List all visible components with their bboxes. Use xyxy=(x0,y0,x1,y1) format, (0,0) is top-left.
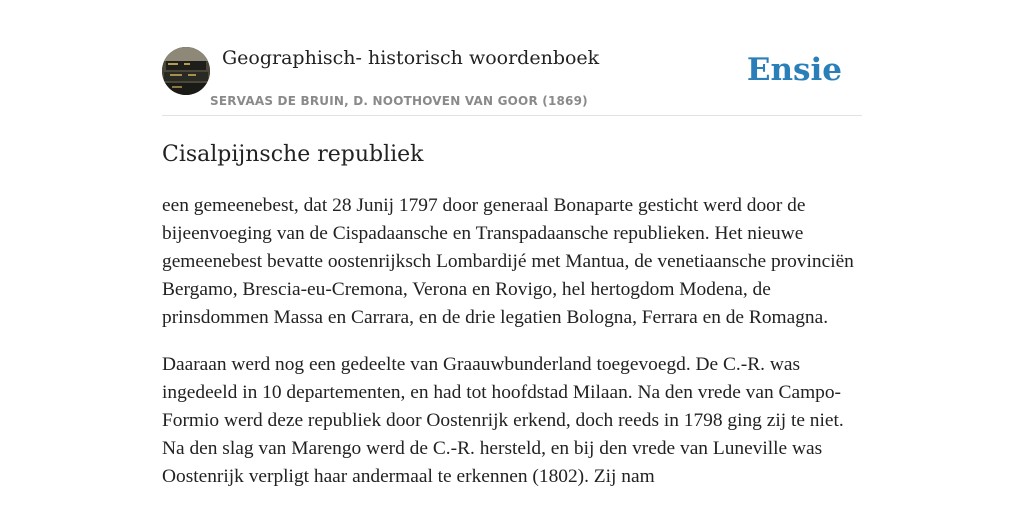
book-cover-icon[interactable] xyxy=(162,47,210,95)
brand-logo[interactable]: Ensie xyxy=(746,52,842,88)
book-authors: SERVAAS DE BRUIN, D. NOOTHOVEN VAN GOOR (1869) xyxy=(210,94,588,108)
book-stack-image xyxy=(162,47,210,95)
book-title[interactable]: Geographisch- historisch woordenboek xyxy=(222,47,600,69)
article-paragraph-1: een gemeenebest, dat 28 Junij 1797 door generaal Bonaparte gesticht werd door de bijeenvoeging van de Cispadaansche en Transpadaansche republieken. Het nieuwe gemeenebest bevatte oostenrijksch Lombardijé met Mantua, de venetiaansche provinciën Bergamo, Brescia-eu-Cremona, Verona en Rovigo, hel hertogdom Modena, de prinsdommen Massa en Carrara, en de drie legatien Bologna, Ferrara en de Romagna. xyxy=(162,195,854,328)
article-body xyxy=(162,192,862,510)
source-header xyxy=(162,46,862,116)
article-title: Cisalpijnsche republiek xyxy=(162,142,424,167)
article-paragraph-2: Daaraan werd nog een gedeelte van Graauwbunderland toegevoegd. De C.-R. was ingedeeld in 10 departementen, en had tot hoofdstad Milaan. Na den vrede van Campo-Formio werd deze republiek door Oostenrijk erkend, doch reeds in 1798 ging zij te niet. Na den slag van Marengo werd de C.-R. hersteld, en bij den vrede van Luneville was Oostenrijk verpligt haar andermaal te erkennen (1802). Zij nam xyxy=(162,354,844,487)
